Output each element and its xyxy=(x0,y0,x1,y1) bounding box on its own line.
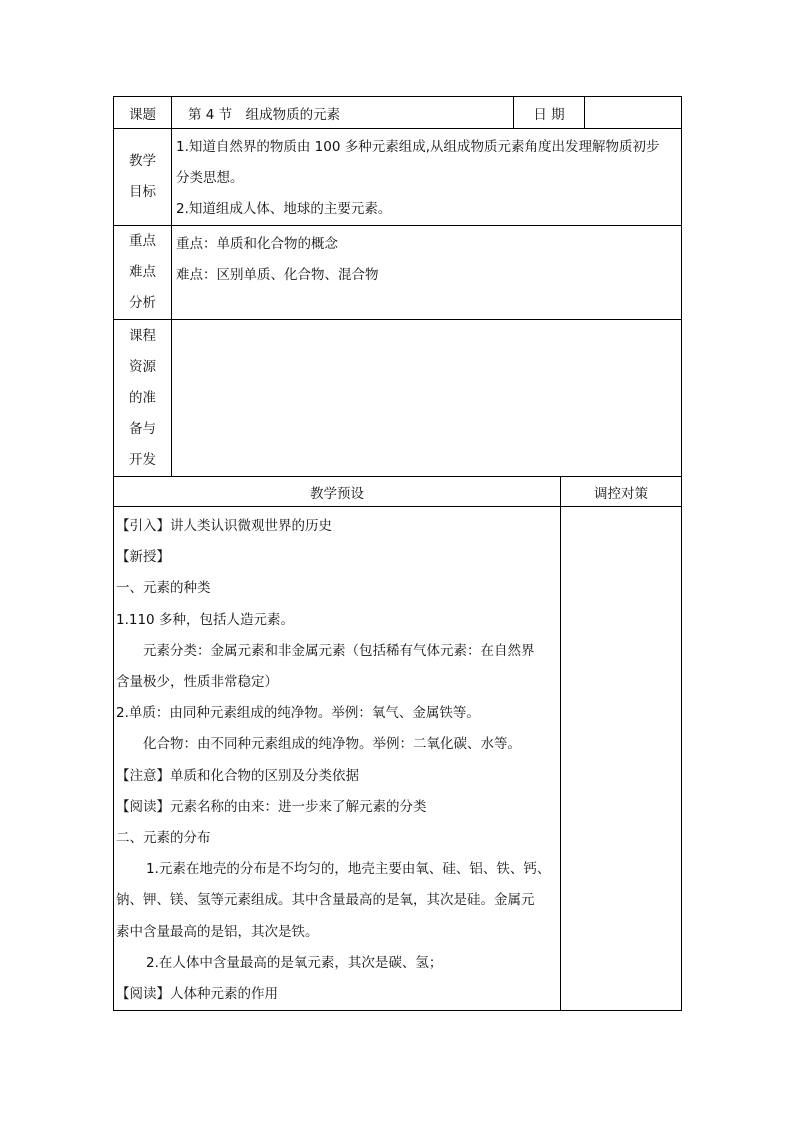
date-label: 日 期 xyxy=(514,97,585,129)
body-line: 含量极少，性质非常稳定） xyxy=(116,674,278,691)
resources-label xyxy=(114,320,172,477)
resources-content xyxy=(172,320,682,477)
body-line: 化合物：由不同种元素组成的纯净物。举例：二氧化碳、水等。 xyxy=(143,736,521,753)
key-point-line: 重点：单质和化合物的概念 xyxy=(176,236,338,252)
section-header-row xyxy=(114,477,682,507)
key-points-label-line: 分析 xyxy=(129,295,156,311)
objectives-label xyxy=(114,129,172,226)
body-line: 【注意】单质和化合物的区别及分类依据 xyxy=(116,767,359,784)
strategy-header: 调控对策 xyxy=(561,477,682,507)
lesson-plan-table xyxy=(113,96,682,1011)
body-line: 【阅读】元素名称的由来：进一步来了解元素的分类 xyxy=(116,798,427,815)
body-line: 【阅读】人体种元素的作用 xyxy=(116,986,278,1003)
body-line: 钠、钾、镁、氢等元素组成。其中含量最高的是氧，其次是硅。金属元 xyxy=(116,892,535,909)
teaching-preset-content xyxy=(114,507,561,1011)
resources-row xyxy=(114,320,682,477)
key-points-content xyxy=(172,226,682,320)
body-line: 素中含量最高的是铝，其次是铁。 xyxy=(116,923,319,940)
objectives-row xyxy=(114,129,682,226)
key-points-row xyxy=(114,226,682,320)
topic-label: 课题 xyxy=(114,97,172,129)
body-line: 二、元素的分布 xyxy=(116,830,211,847)
body-line: 1.元素在地壳的分布是不均匀的，地壳主要由氧、硅、铝、铁、钙、 xyxy=(146,861,551,878)
body-line: 2.在人体中含量最高的是氧元素，其次是碳、氢； xyxy=(146,954,443,971)
objectives-content xyxy=(172,129,682,226)
key-points-label xyxy=(114,226,172,320)
header-row xyxy=(114,97,682,129)
key-points-label-line: 重点 xyxy=(129,233,156,249)
objective-line: 分类思想。 xyxy=(176,170,244,186)
resources-label-line: 备与 xyxy=(129,420,156,437)
strategy-content xyxy=(561,507,682,1011)
body-line: 元素分类：金属元素和非金属元素（包括稀有气体元素：在自然界 xyxy=(143,642,535,659)
body-line: 【引入】讲人类认识微观世界的历史 xyxy=(116,518,332,534)
body-line: 1.110 多种，包括人造元素。 xyxy=(116,611,294,628)
body-line: 【新授】 xyxy=(116,549,170,566)
resources-label-line: 资源 xyxy=(129,358,156,375)
date-value xyxy=(585,97,682,129)
body-line: 一、元素的种类 xyxy=(116,580,211,597)
topic-value: 第 4 节 组成物质的元素 xyxy=(172,97,514,129)
key-point-line: 难点：区别单质、化合物、混合物 xyxy=(176,267,379,283)
resources-label-line: 课程 xyxy=(129,327,156,344)
body-row xyxy=(114,507,682,1011)
key-points-label-line: 难点 xyxy=(129,264,156,280)
objectives-label-line: 教学 xyxy=(129,153,156,169)
preset-header: 教学预设 xyxy=(114,477,561,507)
resources-label-line: 的准 xyxy=(129,389,156,406)
body-line: 2.单质：由同种元素组成的纯净物。举例：氧气、金属铁等。 xyxy=(116,705,480,722)
resources-label-line: 开发 xyxy=(129,451,156,468)
objective-line: 1.知道自然界的物质由 100 多种元素组成,从组成物质元素角度出发理解物质初步 xyxy=(176,139,660,155)
objectives-label-line: 目标 xyxy=(129,184,156,200)
objective-line: 2.知道组成人体、地球的主要元素。 xyxy=(176,201,392,217)
